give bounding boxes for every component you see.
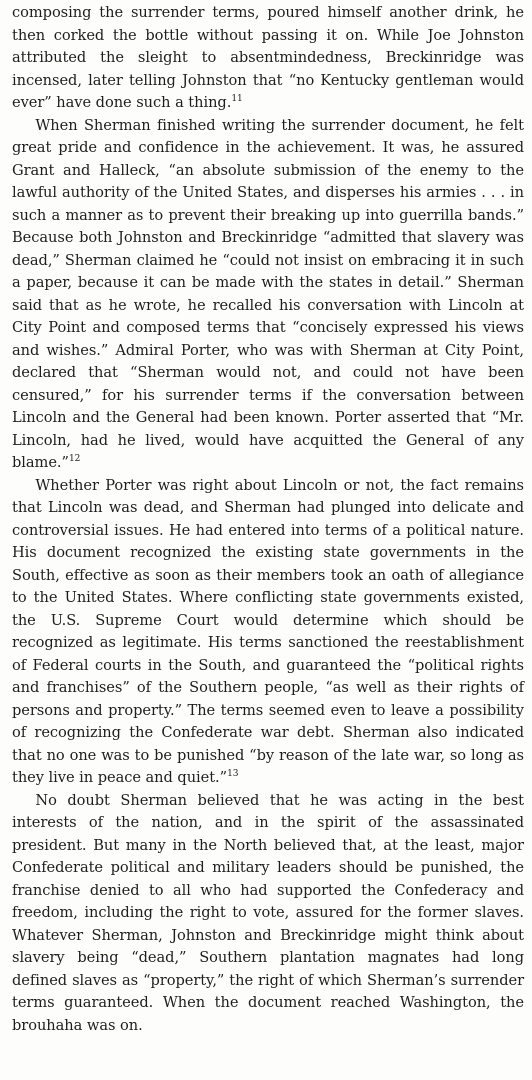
footnote-marker-11: 11: [231, 94, 243, 105]
footnote-marker-13: 13: [227, 769, 239, 780]
paragraph-3: [12, 475, 524, 790]
paragraph-3-text: Whether Porter was right about Lincoln or not, the fact remains that Lincoln was dead, and Sherman had plunged into delicate and controversial issues. He had entered into terms of a political nature. His document recognized the existing state governments in the South, effective as soon as their members took an oath of allegiance to the United States. Where conflicting state governments existed, the U.S. Supreme Court would determine which should be recognized as legitimate. His terms sanctioned the reestablishment of Federal courts in the South, and guaranteed the “political rights and franchises” of the Southern people, “as well as their rights of persons and property.” The terms seemed even to leave a possibility of recognizing the Confederate war debt. Sherman also indicated that no one was to be punished “by reason of the late war, so long as they live in peace and quiet.”: [12, 476, 524, 786]
paragraph-1: [12, 2, 524, 115]
paragraph-2-text: When Sherman finished writing the surrender document, he felt great pride and confidence in the achievement. It was, he assured Grant and Halleck, “an absolute submission of the enemy to the lawful authority of the United States, and disperses his armies . . . in such a manner as to prevent their breaking up into guerrilla bands.” Because both Johnston and Breckinridge “admitted that slavery was dead,” Sherman claimed he “could not insist on embracing it in such a paper, because it can be made with the states in detail.” Sherman said that as he wrote, he recalled his conversation with Lincoln at City Point and composed terms that “concisely expressed his views and wishes.” Admiral Porter, who was with Sherman at City Point, declared that “Sherman would not, and could not have been censured,” for his surrender terms if the conversation between Lincoln and the General had been known. Porter asserted that “Mr. Lincoln, had he lived, would have acquitted the General of any blame.”: [12, 116, 524, 471]
paragraph-4: [12, 790, 524, 1038]
paragraph-1-text: composing the surrender terms, poured himself another drink, he then corked the bottle without passing it on. While Joe Johnston attributed the sleight to absentmindedness, Breckinridge was incensed, later telling Johnston that “no Kentucky gentleman would ever” have done such a thing.: [12, 4, 524, 111]
footnote-marker-12: 12: [68, 454, 81, 465]
paragraph-4-text: No doubt Sherman believed that he was acting in the best interests of the nation, and in the spirit of the assassinated president. But many in the North believed that, at the least, major Confederate political and military leaders should be punished, the franchise denied to all who had supported the Confederacy and freedom, including the right to vote, assured for the former slaves. Whatever Sherman, Johnston and Breckinridge might think about slavery being “dead,” Southern plantation magnates had long defined slaves as “property,” the right of which Sherman’s surrender terms guaranteed. When the document reached Washington, the brouhaha was on.: [12, 791, 524, 1034]
paragraph-2: [12, 115, 524, 475]
